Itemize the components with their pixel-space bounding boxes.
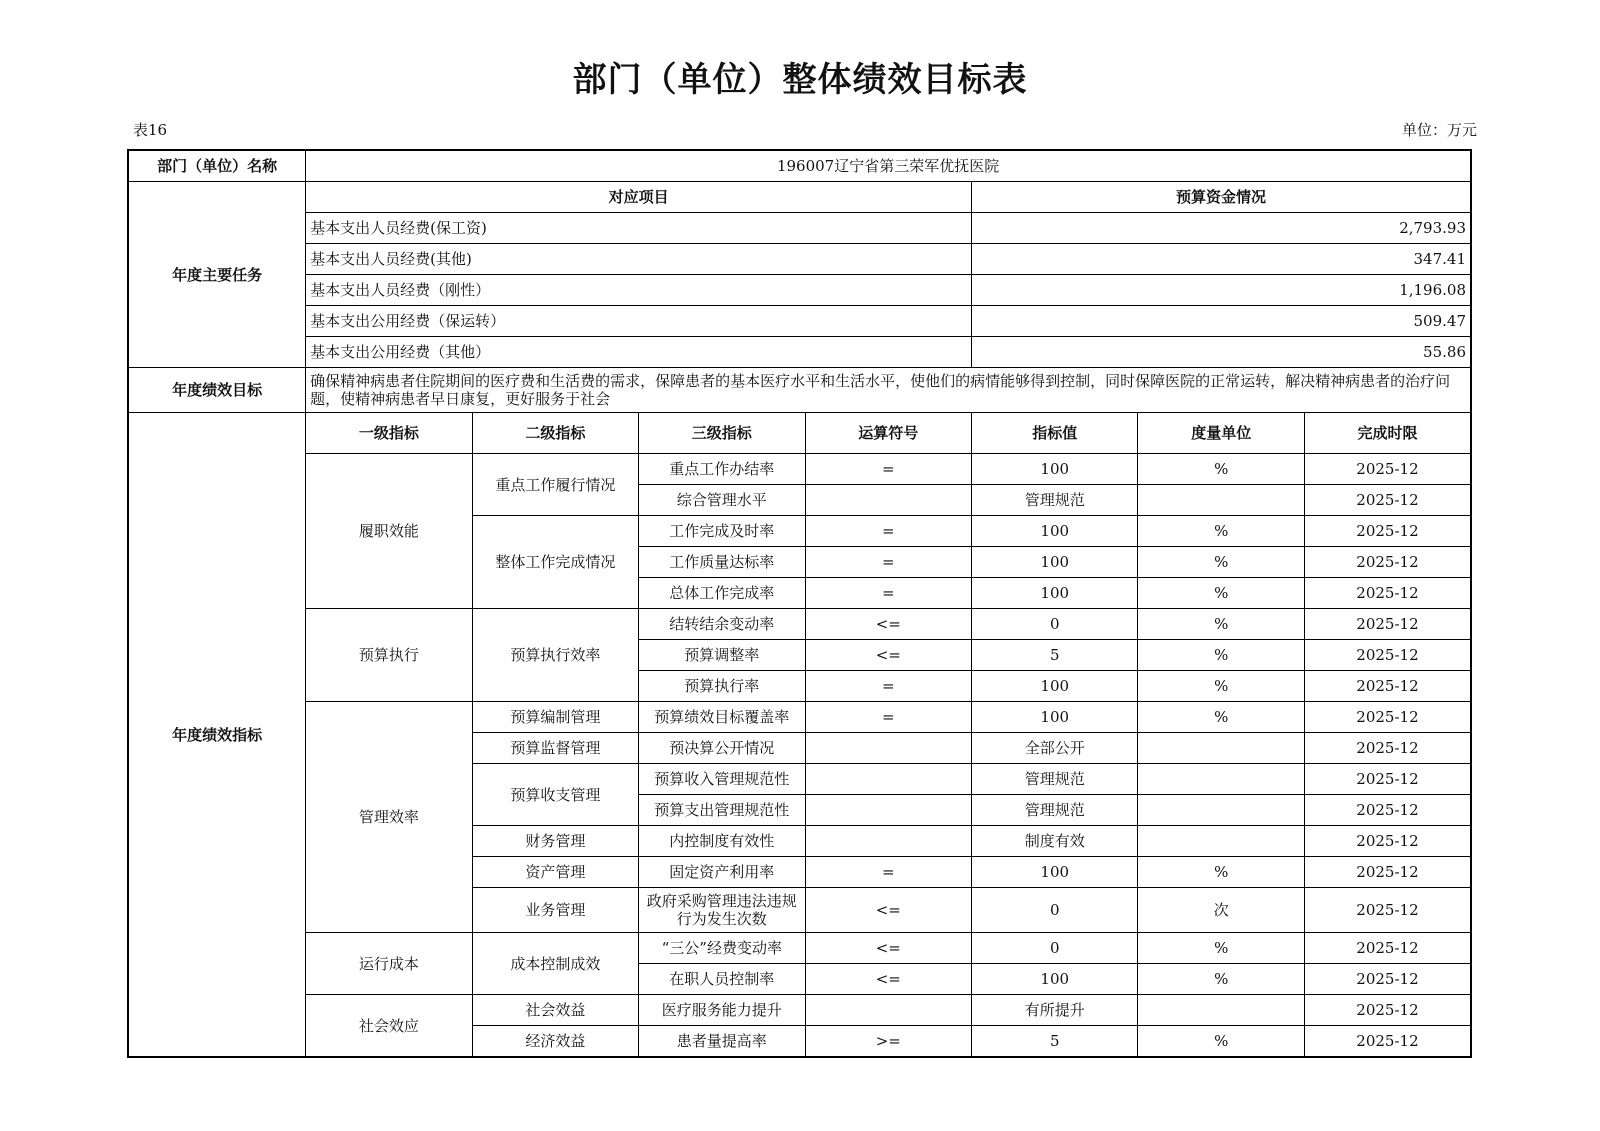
operator-cell [805, 733, 971, 764]
unit-cell: % [1138, 516, 1304, 547]
task-row [128, 213, 1471, 244]
header-unit: 度量单位 [1138, 413, 1304, 454]
header-value: 指标值 [972, 413, 1138, 454]
value-cell: 有所提升 [972, 995, 1138, 1026]
operator-cell [805, 795, 971, 826]
goal-text: 确保精神病患者住院期间的医疗费和生活费的需求，保障患者的基本医疗水平和生活水平，使他们的病情能够得到控制，同时保障医院的正常运转，解决精神病患者的治疗问题，使精神病患者早日康复，更好服务于社会 [306, 368, 1471, 413]
value-cell: 100 [972, 454, 1138, 485]
level3-cell: 预算收入管理规范性 [639, 764, 805, 795]
deadline-cell: 2025-12 [1304, 609, 1471, 640]
col-project-header: 对应项目 [306, 182, 972, 213]
value-cell: 100 [972, 702, 1138, 733]
value-cell: 5 [972, 1026, 1138, 1058]
indicator-row [128, 702, 1471, 733]
task-name: 基本支出人员经费(保工资) [306, 213, 972, 244]
level3-cell: “三公”经费变动率 [639, 933, 805, 964]
value-cell: 5 [972, 640, 1138, 671]
task-amount: 55.86 [972, 337, 1471, 368]
level3-cell: 预决算公开情况 [639, 733, 805, 764]
value-cell: 100 [972, 547, 1138, 578]
unit-cell [1138, 795, 1304, 826]
deadline-cell: 2025-12 [1304, 547, 1471, 578]
indicator-row [128, 609, 1471, 640]
goal-row [128, 368, 1471, 413]
page-title: 部门（单位）整体绩效目标表 [572, 60, 1028, 100]
unit-cell: % [1138, 671, 1304, 702]
level2-cell: 资产管理 [472, 857, 638, 888]
operator-cell: = [805, 516, 971, 547]
value-cell: 0 [972, 888, 1138, 933]
operator-cell: = [805, 671, 971, 702]
deadline-cell: 2025-12 [1304, 964, 1471, 995]
deadline-cell: 2025-12 [1304, 1026, 1471, 1058]
deadline-cell: 2025-12 [1304, 933, 1471, 964]
level3-cell: 综合管理水平 [639, 485, 805, 516]
header-level2: 二级指标 [472, 413, 638, 454]
header-deadline: 完成时限 [1304, 413, 1471, 454]
deadline-cell: 2025-12 [1304, 454, 1471, 485]
level3-cell: 预算绩效目标覆盖率 [639, 702, 805, 733]
operator-cell: >= [805, 1026, 971, 1058]
level3-cell: 医疗服务能力提升 [639, 995, 805, 1026]
task-amount: 509.47 [972, 306, 1471, 337]
deadline-cell: 2025-12 [1304, 995, 1471, 1026]
value-cell: 管理规范 [972, 764, 1138, 795]
header-level1: 一级指标 [306, 413, 472, 454]
operator-cell [805, 826, 971, 857]
level1-cell: 预算执行 [306, 609, 472, 702]
deadline-cell: 2025-12 [1304, 485, 1471, 516]
col-budget-header: 预算资金情况 [972, 182, 1471, 213]
level3-cell: 总体工作完成率 [639, 578, 805, 609]
unit-cell: % [1138, 702, 1304, 733]
deadline-cell: 2025-12 [1304, 795, 1471, 826]
value-cell: 100 [972, 671, 1138, 702]
unit-cell: % [1138, 578, 1304, 609]
unit-cell: % [1138, 857, 1304, 888]
indicator-row [128, 454, 1471, 485]
header-level3: 三级指标 [639, 413, 805, 454]
level3-cell: 预算支出管理规范性 [639, 795, 805, 826]
deadline-cell: 2025-12 [1304, 578, 1471, 609]
level2-cell: 财务管理 [472, 826, 638, 857]
value-cell: 0 [972, 933, 1138, 964]
level3-cell: 内控制度有效性 [639, 826, 805, 857]
deadline-cell: 2025-12 [1304, 888, 1471, 933]
operator-cell: = [805, 857, 971, 888]
operator-cell [805, 764, 971, 795]
level3-cell: 政府采购管理违法违规行为发生次数 [639, 888, 805, 933]
table-number: 表16 [133, 121, 168, 139]
task-amount: 1,196.08 [972, 275, 1471, 306]
deadline-cell: 2025-12 [1304, 702, 1471, 733]
deadline-cell: 2025-12 [1304, 733, 1471, 764]
level3-cell: 工作完成及时率 [639, 516, 805, 547]
value-cell: 管理规范 [972, 795, 1138, 826]
unit-cell: 次 [1138, 888, 1304, 933]
unit-cell [1138, 764, 1304, 795]
value-cell: 全部公开 [972, 733, 1138, 764]
level3-cell: 在职人员控制率 [639, 964, 805, 995]
level2-cell: 预算执行效率 [472, 609, 638, 702]
indicators-label: 年度绩效指标 [128, 413, 306, 1058]
indicator-header-row [128, 413, 1471, 454]
operator-cell [805, 995, 971, 1026]
operator-cell [805, 485, 971, 516]
value-cell: 100 [972, 857, 1138, 888]
tasks-label: 年度主要任务 [128, 182, 306, 368]
level2-cell: 预算收支管理 [472, 764, 638, 826]
task-row [128, 275, 1471, 306]
level1-cell: 履职效能 [306, 454, 472, 609]
header-operator: 运算符号 [805, 413, 971, 454]
unit-cell [1138, 826, 1304, 857]
level3-cell: 结转结余变动率 [639, 609, 805, 640]
task-row [128, 244, 1471, 275]
level2-cell: 成本控制成效 [472, 933, 638, 995]
dept-value: 196007辽宁省第三荣军优抚医院 [306, 150, 1471, 182]
performance-table [127, 149, 1472, 1058]
level2-cell: 预算监督管理 [472, 733, 638, 764]
goal-label: 年度绩效目标 [128, 368, 306, 413]
level1-cell: 社会效应 [306, 995, 472, 1058]
level2-cell: 重点工作履行情况 [472, 454, 638, 516]
unit-cell: % [1138, 547, 1304, 578]
indicator-row [128, 995, 1471, 1026]
operator-cell: <= [805, 640, 971, 671]
unit-cell: % [1138, 640, 1304, 671]
task-amount: 347.41 [972, 244, 1471, 275]
unit-cell [1138, 485, 1304, 516]
dept-row [128, 150, 1471, 182]
level2-cell: 社会效益 [472, 995, 638, 1026]
task-name: 基本支出人员经费（刚性） [306, 275, 972, 306]
indicator-row [128, 933, 1471, 964]
operator-cell: = [805, 547, 971, 578]
unit-cell: % [1138, 454, 1304, 485]
value-cell: 100 [972, 516, 1138, 547]
unit-cell [1138, 733, 1304, 764]
task-name: 基本支出公用经费（保运转） [306, 306, 972, 337]
level3-cell: 重点工作办结率 [639, 454, 805, 485]
level3-cell: 固定资产利用率 [639, 857, 805, 888]
deadline-cell: 2025-12 [1304, 764, 1471, 795]
level3-cell: 预算执行率 [639, 671, 805, 702]
level2-cell: 预算编制管理 [472, 702, 638, 733]
deadline-cell: 2025-12 [1304, 516, 1471, 547]
deadline-cell: 2025-12 [1304, 640, 1471, 671]
unit-cell: % [1138, 964, 1304, 995]
operator-cell: <= [805, 964, 971, 995]
dept-label: 部门（单位）名称 [128, 150, 306, 182]
level1-cell: 管理效率 [306, 702, 472, 933]
level2-cell: 经济效益 [472, 1026, 638, 1058]
level2-cell: 业务管理 [472, 888, 638, 933]
level2-cell: 整体工作完成情况 [472, 516, 638, 609]
level3-cell: 预算调整率 [639, 640, 805, 671]
level3-cell: 工作质量达标率 [639, 547, 805, 578]
deadline-cell: 2025-12 [1304, 826, 1471, 857]
unit-cell: % [1138, 609, 1304, 640]
operator-cell: = [805, 578, 971, 609]
deadline-cell: 2025-12 [1304, 857, 1471, 888]
operator-cell: = [805, 454, 971, 485]
unit-cell: % [1138, 1026, 1304, 1058]
operator-cell: <= [805, 888, 971, 933]
operator-cell: <= [805, 609, 971, 640]
operator-cell: = [805, 702, 971, 733]
unit-label: 单位：万元 [1401, 121, 1477, 139]
unit-cell: % [1138, 933, 1304, 964]
value-cell: 制度有效 [972, 826, 1138, 857]
value-cell: 100 [972, 964, 1138, 995]
task-row [128, 337, 1471, 368]
task-name: 基本支出人员经费(其他) [306, 244, 972, 275]
tasks-header-row [128, 182, 1471, 213]
task-name: 基本支出公用经费（其他） [306, 337, 972, 368]
deadline-cell: 2025-12 [1304, 671, 1471, 702]
level3-cell: 患者量提高率 [639, 1026, 805, 1058]
task-amount: 2,793.93 [972, 213, 1471, 244]
level1-cell: 运行成本 [306, 933, 472, 995]
task-row [128, 306, 1471, 337]
value-cell: 100 [972, 578, 1138, 609]
operator-cell: <= [805, 933, 971, 964]
unit-cell [1138, 995, 1304, 1026]
value-cell: 0 [972, 609, 1138, 640]
value-cell: 管理规范 [972, 485, 1138, 516]
